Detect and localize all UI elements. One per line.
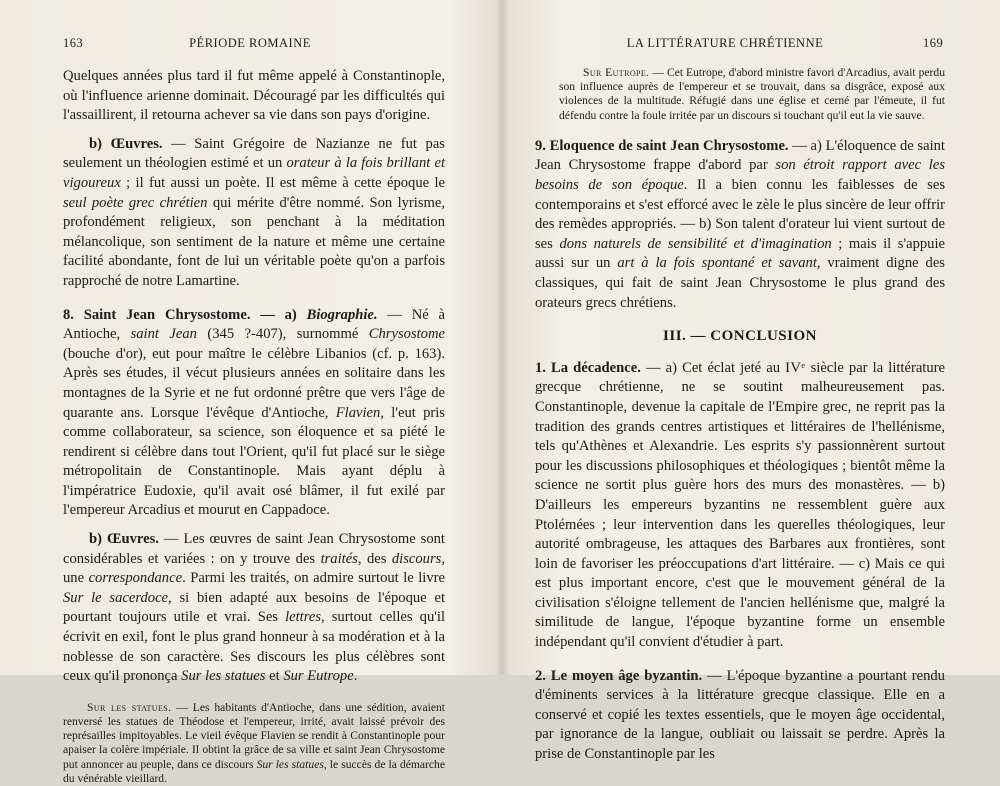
section-heading: 9. Eloquence de saint Jean Chrysostome. [535,137,789,154]
text-run: — Né à Antioche, [63,306,445,343]
right-page-number: 169 [923,36,944,50]
text-run: qui mérite d'être nommé. Son lyrisme, profondément religieux, son penchant à la méditation mélancolique, son sentiment de la nature et même une certaine facilité abondante, font de lui un véritable poète qu'on a parfois rapproché de notre Lamartine. [63,194,445,289]
text-run: Sur le sacerdoce [63,589,169,606]
text-run: Sur Eutrope [283,668,354,685]
text-run: ; mais il s'appuie aussi sur un [535,235,945,272]
text-run: , le succès de la démarche du vénérable vieillard. [63,757,445,785]
text-run: — Saint Grégoire de Nazianze ne fut pas seulement un théologien estimé et un [63,135,445,172]
note-label: Sur Eutrope. [583,66,650,79]
footnote-sur-les-statues [63,701,445,786]
text-run: art à la fois spontané et savant [617,255,817,272]
paragraph-intro: Quelques années plus tard il fut même appelé à Constantinople, où l'influence arienne dominait. Découragé par les difficultés qui l'assaillirent, il retourna achever sa vie dans son pays d'origine. [63,68,445,124]
paragraph-oeuvres-gregoire [63,135,445,292]
text-run: Sur les statues [181,668,266,685]
text-run: , vraiment digne des classiques, qui fait de saint Jean Chrysostome le plus grand des orateurs grecs chrétiens. [535,255,945,311]
left-body [63,67,445,786]
text-run: discours [391,550,442,567]
text-run: seul poète grec chrétien [63,194,208,211]
text-run: (bouche d'or), eut pour maître le célèbre Libanios (cf. p. 163). Après ses études, il vécut plusieurs années en solitaire dans les montagnes de la Syrie et ne fut ordonné prêtre que vers l'âge de quarante ans. Lorsque l'évêque d'Antioche, [63,345,445,421]
text-run: ; il fut aussi un poète. Il est même à cette époque le [120,174,445,191]
text-run: et [265,668,284,685]
text-run: — a) L'éloquence de saint Jean Chrysostome frappe d'abord par [535,137,945,174]
text-run: — a) [250,306,307,323]
paragraph-moyen-age [535,667,945,765]
text-run: son étroit rapport avec les besoins de son époque [535,157,946,193]
left-page [0,0,500,785]
text-run: (345 ?-407), surnommé [196,326,369,343]
right-body [535,66,945,765]
text-run: , l'eut pris comme collaborateur, sa science, son éloquence et sa piété le rendirent si célèbre dans tout l'Orient, qu'il fut placé sur le siège métropolitain de Constantinople. Mais ayant déplu à l'impératrice Eudoxie, qu'il avait osé blâmer, il fut exilé par l'empereur Arcadius et mourut en Cappadoce. [63,404,445,519]
text-run: lettres [285,609,321,626]
subheading: b) Œuvres. [89,531,159,548]
note-label: Sur les statues. [87,700,172,714]
text-run: dons naturels de sensibilité et d'imagination [559,235,832,252]
section-heading: 1. La décadence. [535,359,641,376]
right-running-head: LA LITTÉRATURE CHRÉTIENNE [626,36,824,50]
text-run: — a) Cet éclat jeté au [640,359,786,376]
text-run: traités [320,550,358,567]
text-run: , si bien adapté aux besoins de l'époque et pourtant toujours utile et vrai. Ses [63,589,445,626]
text-run: Chrysostome [368,326,445,343]
text-run: Flavien [335,404,381,421]
text-run: — Cet Eutrope, d'abord ministre favori d'Arcadius, avait perdu son influence auprès de l'empereur et se trouvait, dans sa disgrâce, exposé aux violences de la multitude. Réfugié dans une église et cerné par l'émeute, il fut défendu contre la foule irritée par un discours si touchant qu'il eut la vie sauve. [559,66,946,122]
text-run: saint Jean [130,326,197,343]
text-run: Sur les statues [256,757,324,771]
text-run: . Parmi les traités, on admire surtout le livre [182,570,445,587]
text-run: , une [63,550,445,587]
text-run: — L'époque byzantine a pourtant rendu d'éminents services à la littérature grecque classique. Elle en a conservé et copié les textes essentiels, que le moyen âge occidental, par ignorance de la langue, oubliait ou laissait se perdre. Après la prise de Constantinople par les [535,667,945,763]
text-run: — Les œuvres de saint Jean Chrysostome sont considérables et variées : on y trouve des [63,531,445,567]
footnote-sur-eutrope [535,66,945,123]
text-run: IVᵉ [785,359,806,376]
paragraph-decadence [535,359,945,653]
text-run: , des [357,550,392,567]
right-page [505,0,1000,763]
text-run: orateur à la fois brillant et vigoureux [63,155,446,191]
section-heading: 8. Saint Jean Chrysostome. [63,306,251,323]
left-running-head: PÉRIODE ROMAINE [189,36,311,50]
subheading: b) Œuvres. [89,135,163,152]
text-run: , surtout celles qu'il écrivit en exil, font le plus grand honneur à sa modération et à la noblesse de son caractère. Ses discours les plus célèbres sont ceux qu'il prononça [63,609,445,685]
paragraph-oeuvres-chrysostome [63,530,445,687]
text-run: — Les habitants d'Antioche, dans une sédition, avaient renversé les statues de Théodose et l'empereur, irrité, avait laissé prévoir des représailles impitoyables. Le vieil évêque Flavien se rendit à Constantinople pour apaiser la colère impériale. Il obtint la grâce de sa ville et saint Jean Chrysostome put annoncer au peuple, dans ce discours [63,700,445,771]
text-run: correspondance [88,570,183,587]
text-run: Biographie. [306,306,378,323]
left-page-number: 163 [63,36,84,50]
section-heading: 2. Le moyen âge byzantin. [535,667,703,684]
text-run: . [353,668,358,685]
paragraph-section-9 [535,137,945,313]
paragraph-section-8 [63,306,445,522]
text-run: siècle par la littérature grecque chrétienne, ne se soutint malheureusement pas. Constantinople, devenue la capitale de l'Empire grec, ne reprit pas la tradition des grands centres artistiques et littéraires de l'hellénisme, tels qu'Athènes et Alexandrie. Les esprits s'y passionnèrent surtout pour les discussions philosophiques et théologiques ; bientôt même la science ne sortit plus guère hors des murs des monastères. — b) D'ailleurs les empereurs byzantins ne ressemblent guère aux Ptolémées ; leur intervention dans les querelles théologiques, leur autorité ombrageuse, les attaques des Barbares aux frontières, sont loin de favoriser les préoccupations d'art littéraire. — c) Mais ce qui est plus important encore, c'est que le mouvement général de la civilisation s'éloigne tellement de l'ancien hellénisme que, malgré la similitude de langue, l'époque byzantine forme un ensemble indépendant qu'il convient d'étudier à part. [535,359,945,651]
section-title-conclusion: III. — CONCLUSION [663,328,817,345]
text-run: . Il a bien connu les faiblesses de ses contemporains et s'est efforcé avec le zèle le plus sincère de leur offrir des remèdes appropriés. — b) Son talent d'orateur lui vient surtout de ses [535,177,945,252]
